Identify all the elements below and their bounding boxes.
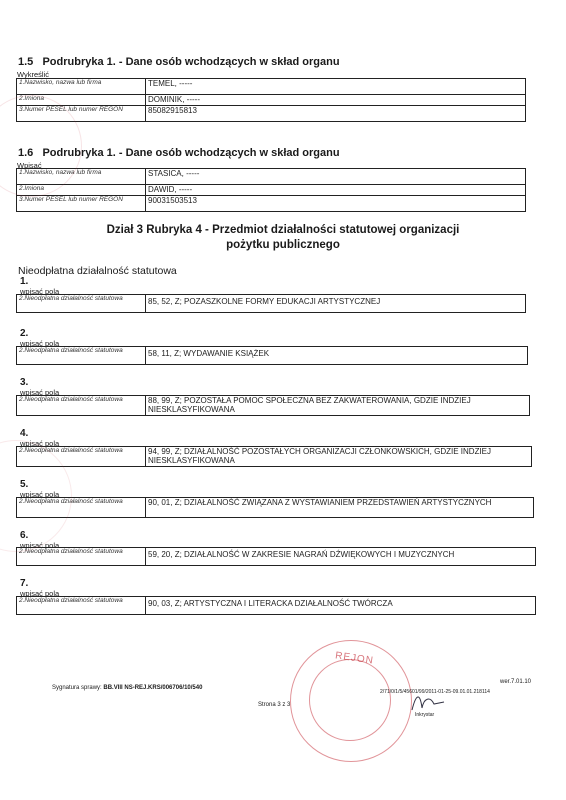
field-value: 59, 20, Z; DZIAŁALNOŚĆ W ZAKRESIE NAGRAŃ DŹWIĘKOWYCH I MUZYCZNYCH bbox=[146, 548, 536, 566]
version-label: wer.7.01.10 bbox=[500, 679, 532, 685]
field-label: 2.Nieodpłatna działalność statutowa bbox=[17, 498, 146, 518]
stamp-inner-ring bbox=[309, 659, 391, 741]
case-signature bbox=[52, 685, 202, 691]
activity-action: wpisać pola bbox=[20, 490, 60, 499]
activity-action: wpisać pola bbox=[20, 339, 60, 348]
field-label: 3.Numer PESEL lub numer REGON bbox=[17, 106, 146, 122]
activity-number: 3. bbox=[20, 377, 29, 388]
signature-mark bbox=[408, 690, 448, 714]
person-table-1-5 bbox=[16, 78, 526, 122]
activity-action: wpisać pola bbox=[20, 589, 60, 598]
person-table-1-6 bbox=[16, 168, 526, 212]
field-value: 88, 99, Z; POZOSTAŁA POMOC SPOŁECZNA BEZ ZAKWATEROWANIA, GDZIE INDZIEJ NIESKLASYFIKOWANA bbox=[146, 396, 530, 416]
page-number: Strona 3 z 3 bbox=[258, 702, 291, 708]
case-signature-label: Sygnatura sprawy: bbox=[52, 685, 102, 691]
subsection-title: Nieodpłatna działalność statutowa bbox=[18, 265, 177, 277]
field-value: 94, 99, Z; DZIAŁALNOŚĆ POZOSTAŁYCH ORGANIZACJI CZŁONKOWSKICH, GDZIE INDZIEJ NIESKLASYFIKOWANA bbox=[146, 447, 532, 467]
activity-number: 2. bbox=[20, 328, 29, 339]
field-value: DAWID, ----- bbox=[146, 185, 526, 196]
activity-number: 5. bbox=[20, 479, 29, 490]
field-label: 2.Nieodpłatna działalność statutowa bbox=[17, 548, 146, 566]
field-value: 58, 11, Z; WYDAWANIE KSIĄŻEK bbox=[146, 347, 528, 365]
activity-table bbox=[16, 446, 532, 467]
activity-number: 6. bbox=[20, 530, 29, 541]
field-value: TEMEL, ----- bbox=[146, 79, 526, 95]
dzial-heading-line2: pożytku publicznego bbox=[226, 239, 340, 251]
field-value: STASICA, ----- bbox=[146, 169, 526, 185]
field-label: 2.Nieodpłatna działalność statutowa bbox=[17, 597, 146, 615]
case-signature-value: BB.VIII NS-REJ.KRS/006706/10/540 bbox=[103, 685, 203, 691]
activity-action: wpisać pola bbox=[20, 388, 60, 397]
activity-action: wpisać pola bbox=[20, 439, 60, 448]
section-1-5-title bbox=[18, 56, 340, 68]
action-label: Wpisać bbox=[17, 161, 42, 170]
field-label: 2.Nieodpłatna działalność statutowa bbox=[17, 447, 146, 467]
section-number: 1.6 bbox=[18, 147, 34, 159]
activity-table bbox=[16, 395, 530, 416]
field-value: 85, 52, Z; POZASZKOLNE FORMY EDUKACJI ARTYSTYCZNEJ bbox=[146, 295, 526, 313]
field-label: 2.Nieodpłatna działalność statutowa bbox=[17, 347, 146, 365]
section-heading: Podrubryka 1. - Dane osób wchodzących w skład organu bbox=[42, 147, 340, 159]
activity-table bbox=[16, 497, 534, 518]
activity-table bbox=[16, 547, 536, 566]
field-value: 90, 01, Z; DZIAŁALNOŚĆ ZWIĄZANA Z WYSTAWIANIEM PRZEDSTAWIEŃ ARTYSTYCZNYCH bbox=[146, 498, 534, 518]
field-label: 2.Imiona bbox=[17, 95, 146, 106]
activity-table bbox=[16, 294, 526, 313]
section-number: 1.5 bbox=[18, 56, 34, 68]
action-label: Wykreślić bbox=[17, 70, 50, 79]
field-label: 1.Nazwisko, nazwa lub firma bbox=[17, 79, 146, 95]
activity-action: wpisać pola bbox=[20, 287, 60, 296]
field-label: 1.Nazwisko, nazwa lub firma bbox=[17, 169, 146, 185]
activity-number: 7. bbox=[20, 578, 29, 589]
field-label: 2.Nieodpłatna działalność statutowa bbox=[17, 295, 146, 313]
activity-action: wpisać pola bbox=[20, 541, 60, 550]
field-value: 90031503513 bbox=[146, 196, 526, 212]
official-stamp bbox=[290, 640, 412, 762]
field-value: 85082915813 bbox=[146, 106, 526, 122]
activity-number: 1. bbox=[20, 276, 29, 287]
activity-table bbox=[16, 596, 536, 615]
field-label: 2.Nieodpłatna działalność statutowa bbox=[17, 396, 146, 416]
document-code: 2/71/0/1/5/45601/99/2011-01-25-09.01.01.218114 bbox=[380, 689, 490, 695]
field-label: 3.Numer PESEL lub numer REGON bbox=[17, 196, 146, 212]
field-label: 2.Imiona bbox=[17, 185, 146, 196]
field-value: DOMINIK, ----- bbox=[146, 95, 526, 106]
field-value: 90, 03, Z; ARTYSTYCZNA I LITERACKA DZIAŁALNOŚĆ TWÓRCZA bbox=[146, 597, 536, 615]
activity-number: 4. bbox=[20, 428, 29, 439]
stamp-text: REJON bbox=[334, 650, 375, 667]
signer-name: Inkrystar bbox=[415, 712, 435, 718]
activity-table bbox=[16, 346, 528, 365]
section-heading: Podrubryka 1. - Dane osób wchodzących w skład organu bbox=[42, 56, 340, 68]
dzial-heading-line1: Dział 3 Rubryka 4 - Przedmiot działalności statutowej organizacji bbox=[106, 224, 460, 236]
